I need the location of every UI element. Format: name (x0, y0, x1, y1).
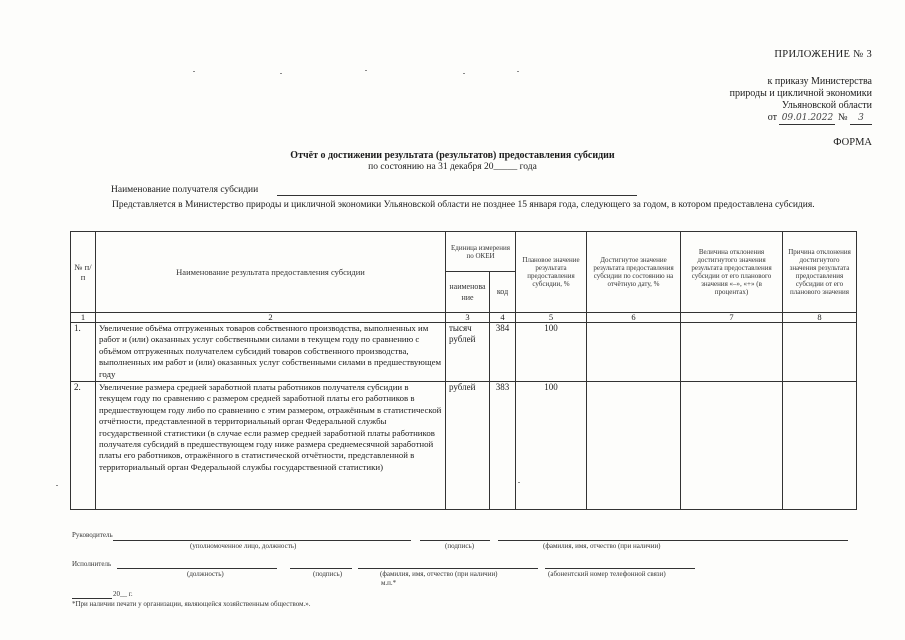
row-planned: 100 (516, 382, 587, 510)
order-line-1: к приказу Министерства (767, 76, 872, 87)
date-field: 20__ г. (113, 590, 133, 598)
date-prefix: от (767, 112, 777, 123)
col-number: 1 (71, 313, 96, 323)
exec-position-line (117, 568, 277, 569)
table-row (71, 382, 857, 510)
header-num: № п/п (71, 232, 96, 313)
col-number: 6 (587, 313, 681, 323)
col-number: 5 (516, 313, 587, 323)
report-subtitle: по состоянию на 31 декабря 20_____ года (368, 162, 537, 172)
row-result-name: Увеличение объёма отгруженных товаров собственного производства, выполненных им работ и (или) оказанных услуг собственными силами в текущем году по сравнению с объёмом отгруженных получателем субсидий товаров собственного производства, выполненных им работ и (или) оказанных услуг собственными силами в предшествующем году (96, 323, 446, 382)
exec-signature-caption: (подпись) (313, 570, 343, 578)
row-code: 383 (490, 382, 516, 510)
head-signature-caption: (подпись) (445, 542, 475, 550)
results-table (70, 231, 857, 510)
header-unit-group: Единица измерения по ОКЕИ (446, 232, 516, 272)
row-deviation[interactable] (681, 323, 783, 382)
header-reasons: Причина отклонения достигнутого значения результата предоставления субсидии от его планового значения (783, 232, 857, 313)
row-code: 384 (490, 323, 516, 382)
exec-name-caption: (фамилия, имя, отчество (при наличии) (380, 570, 498, 578)
header-achieved: Достигнутое значение результата предоставления субсидии по состоянию на отчётную дату, % (587, 232, 681, 313)
stamp-place: м.п.* (381, 579, 397, 587)
column-numbers-row (71, 313, 857, 323)
header-unit-name: наименование (446, 272, 490, 313)
row-achieved[interactable] (587, 382, 681, 510)
row-achieved[interactable] (587, 323, 681, 382)
head-name-caption: (фамилия, имя, отчество (при наличии) (543, 542, 661, 550)
row-unit: рублей (446, 382, 490, 510)
row-reason[interactable] (783, 323, 857, 382)
row-result-name: Увеличение размера средней заработной платы работников получателя субсидии в текущем году по сравнению с размером средней заработной платы его работников в предшествующем году либо по сравнению с этим размером, отражённым в статистической отчётности, представленной в территориальный орган Федеральной службы государственной статистики (в случае если размер средней заработной платы работников получателя субсидий в предшествующем году ниже размера среднемесячной заработной платы его работников, отражённого в статистической отчётности, представленной в территориальный орган Федеральной службы государственной статистики) (96, 382, 446, 510)
order-date-line (768, 112, 872, 125)
col-number: 2 (96, 313, 446, 323)
row-reason[interactable] (783, 382, 857, 510)
header-planned: Плановое значение результата предоставления субсидии, % (516, 232, 587, 313)
row-unit: тысяч рублей (446, 323, 490, 382)
order-date-handwritten: 09.01.2022 (779, 113, 835, 125)
form-label: ФОРМА (833, 137, 872, 148)
header-unit-code: код (490, 272, 516, 313)
col-number: 8 (783, 313, 857, 323)
col-number: 4 (490, 313, 516, 323)
executor-label: Исполнитель (72, 560, 112, 568)
head-signature-line (420, 540, 490, 541)
row-planned: 100 (516, 323, 587, 382)
row-num: 2. (71, 382, 96, 510)
footnote: *При наличии печати у организации, являющейся хозяйственным обществом.». (72, 600, 311, 608)
table-row (71, 323, 857, 382)
number-prefix: № (837, 112, 848, 123)
exec-phone-caption: (абонентский номер телефонной связи) (548, 570, 666, 578)
order-line-3: Ульяновской области (781, 100, 872, 111)
order-line-2: природы и цикличной экономики (729, 88, 872, 99)
head-name-line (498, 540, 848, 541)
order-number-handwritten: 3 (850, 113, 872, 125)
row-num: 1. (71, 323, 96, 382)
head-label: Руководитель (72, 531, 113, 539)
header-result-name: Наименование результата предоставления субсидии (96, 232, 446, 313)
appendix-title: ПРИЛОЖЕНИЕ № 3 (774, 49, 872, 60)
header-deviation: Величина отклонения достигнутого значения результата предоставления субсидии от его планового значения «–», «+» (в процентах) (681, 232, 783, 313)
recipient-field-line (277, 195, 637, 196)
exec-position-caption: (должность) (187, 570, 224, 578)
exec-signature-line (290, 568, 352, 569)
row-deviation[interactable] (681, 382, 783, 510)
head-position-caption: (уполномоченное лицо, должность) (190, 542, 297, 550)
exec-phone-line (545, 568, 695, 569)
report-title: Отчёт о достижении результата (результатов) предоставления субсидии (290, 150, 615, 161)
date-field-line (72, 598, 112, 599)
recipient-label: Наименование получателя субсидии (111, 185, 259, 195)
col-number: 7 (681, 313, 783, 323)
col-number: 3 (446, 313, 490, 323)
head-position-line (113, 540, 411, 541)
intro-paragraph: Представляется в Министерство природы и цикличной экономики Ульяновской области не позднее 15 января года, следующего за годом, в котором предоставлена субсидия. (112, 200, 815, 210)
exec-name-line (358, 568, 538, 569)
